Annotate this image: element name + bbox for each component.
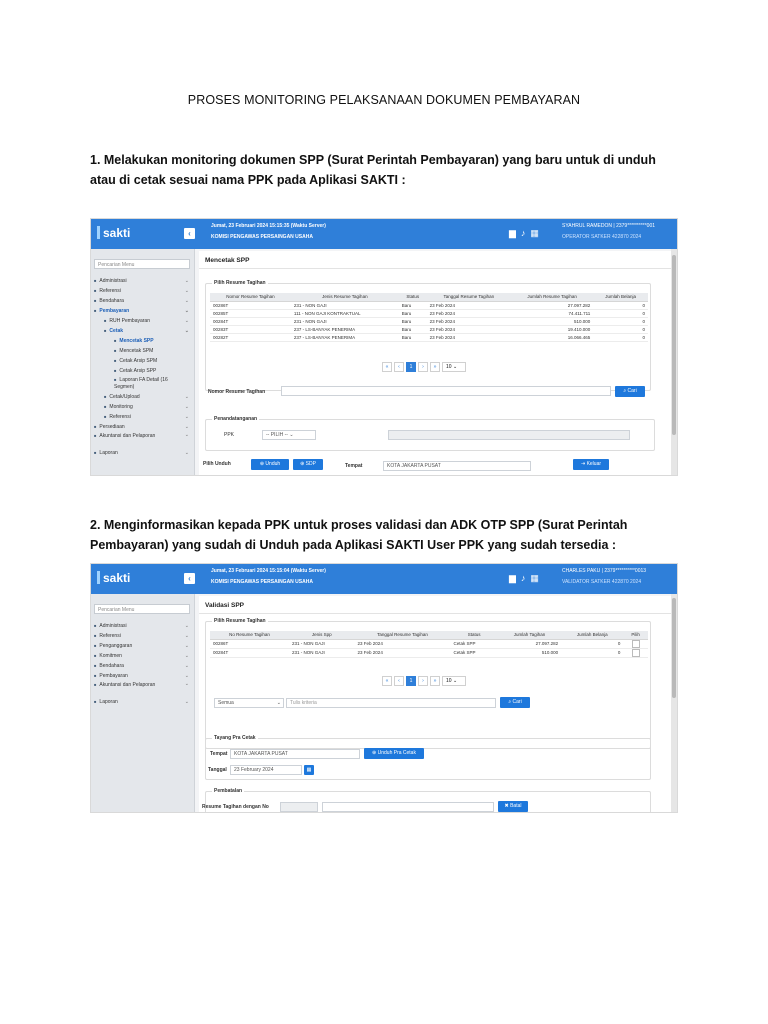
pagination (382, 676, 466, 686)
table-cell: 23 Feb 2024 (427, 333, 511, 341)
filter-select[interactable]: Semua ⌄ (214, 698, 284, 708)
batal-number-input[interactable] (322, 802, 494, 812)
table-cell: 231 - NON GAJI (289, 639, 355, 648)
table-cell: 0 (593, 317, 648, 325)
table-cell: 0 (561, 648, 623, 657)
unduh-pra-cetak-button[interactable]: ⊕ Unduh Pra Cetak (364, 748, 424, 759)
chevron-down-icon: ⌄ (184, 394, 189, 400)
sidebar-item-cetak[interactable]: ■ Cetak ⌄ (94, 326, 192, 336)
sidebar-item-laporan[interactable]: ■ Laporan ⌄ (94, 697, 192, 707)
pdf-button[interactable]: ⊕ SDP (293, 459, 323, 470)
top-bar (91, 219, 677, 249)
table-cell: 23 Feb 2024 (427, 317, 511, 325)
resume-tagihan-panel (205, 280, 651, 395)
chevron-down-icon: ⌄ (184, 663, 189, 669)
chevron-down-icon: ⌄ (184, 681, 189, 687)
table-cell: 00286T (210, 639, 289, 648)
table-cell: 00283T (210, 325, 291, 333)
chevron-down-icon: ⌄ (184, 414, 189, 420)
table-cell: 0 (593, 301, 648, 309)
sidebar-item-laporan[interactable]: ■ Laporan ⌄ (94, 448, 192, 458)
search-button[interactable]: ⌕ Cari (615, 386, 645, 397)
column-header[interactable]: Jenis Spp (289, 631, 355, 639)
table-cell: Baru (399, 325, 427, 333)
sakti-logo: sakti (97, 571, 130, 585)
ppk-name-field (388, 430, 630, 440)
pagination (382, 362, 466, 372)
table-cell: 19.410.000 (511, 325, 593, 333)
server-time: Jumat, 23 Februari 2024 15:15:35 (Waktu Server) (211, 223, 326, 229)
first-page-button[interactable]: « (382, 676, 392, 686)
main-content (199, 596, 671, 812)
menu-search-input[interactable]: Pencarian Menu (94, 604, 190, 614)
tempat-field[interactable]: KOTA JAKARTA PUSAT (230, 749, 360, 759)
sidebar (91, 249, 195, 475)
batal-prefix-field (280, 802, 318, 812)
table-cell: 23 Feb 2024 (427, 325, 511, 333)
table-cell: Baru (399, 301, 427, 309)
last-page-button[interactable]: » (430, 676, 440, 686)
tanggal-field[interactable]: 23 February 2024 (230, 765, 302, 775)
sidebar-item-pembayaran[interactable]: ■ Pembayaran ⌄ (94, 671, 192, 681)
table-cell: 23 Feb 2024 (355, 639, 451, 648)
panel-title: Pilih Resume Tagihan (214, 280, 266, 286)
sidebar-item-mencetak-spm[interactable]: ■ Mencetak SPM (94, 346, 192, 356)
search-button[interactable]: ⌕ Cari (500, 697, 530, 708)
column-header[interactable]: Jumlah Belanja (561, 631, 623, 639)
table-cell: 23 Feb 2024 (355, 648, 451, 657)
penandatanganan-panel: Penandatanganan PPK -- PILIH -- ⌄ (205, 419, 655, 451)
sidebar-item-bendahara[interactable]: ■ Bendahara ⌄ (94, 296, 192, 306)
sidebar-item-cetak-arsip-spp[interactable]: ■ Cetak Arsip SPP (94, 366, 192, 376)
table-row[interactable] (210, 309, 648, 317)
server-time: Jumat, 23 Februari 2024 15:15:04 (Waktu Server) (211, 568, 326, 574)
pilih-unduh-label: Pilih Unduh (203, 461, 231, 467)
chevron-down-icon: ⌄ (184, 308, 189, 314)
table-row[interactable] (210, 301, 648, 309)
tempat-label: Tempat (210, 751, 228, 757)
sidebar-menu (94, 621, 192, 707)
chevron-down-icon: ⌄ (184, 653, 189, 659)
table-cell: 237 - LS-BANYAK PENERIMA (291, 333, 399, 341)
column-header[interactable]: No Resume Tagihan (210, 631, 289, 639)
table-cell: 231 - NON GAJI (291, 317, 399, 325)
sidebar-item-cetak-upload[interactable]: ■ Cetak/Upload ⌄ (94, 392, 192, 402)
prev-page-button[interactable]: ‹ (394, 676, 404, 686)
sidebar-item-bendahara[interactable]: ■ Bendahara ⌄ (94, 661, 192, 671)
table-cell: 0 (593, 309, 648, 317)
column-header[interactable]: Tanggal Resume Tagihan (355, 631, 451, 639)
chevron-down-icon: ⌄ (184, 633, 189, 639)
bell-icon[interactable]: ♪ (520, 573, 531, 583)
user-role: VALIDATOR SATKER 422870 2024 (562, 579, 642, 585)
sidebar-item-administrasi[interactable]: ■ Administrasi ⌄ (94, 276, 192, 286)
chevron-down-icon: ⌄ (184, 288, 189, 294)
column-header[interactable]: Status (450, 631, 497, 639)
sidebar-item-cetak-arsip-spm[interactable]: ■ Cetak Arsip SPM (94, 356, 192, 366)
table-cell: 00284T (210, 648, 289, 657)
chevron-down-icon: ⌄ (184, 318, 189, 324)
table-cell: 0 (593, 325, 648, 333)
pembatalan-panel: Pembatalan Resume Tagihan dengan No ✖ Batal (205, 791, 651, 813)
sidebar-item-referensi[interactable]: ■ Referensi ⌄ (94, 286, 192, 296)
table-row[interactable] (210, 325, 648, 333)
table-cell: 0 (561, 639, 623, 648)
table-cell: 16.066.465 (511, 333, 593, 341)
sidebar-item-monitoring[interactable]: ■ Monitoring ⌄ (94, 402, 192, 412)
column-header[interactable]: Jenis Resume Tagihan (291, 293, 399, 301)
table-cell: 111 - NON GAJI KONTRAKTUAL (291, 309, 399, 317)
table-row[interactable] (210, 333, 648, 341)
chevron-down-icon: ⌄ (276, 700, 281, 706)
bell-icon[interactable]: ♪ (520, 228, 531, 238)
table-cell: 231 - NON GAJI (289, 648, 355, 657)
next-page-button[interactable]: › (418, 676, 428, 686)
validasi-table (210, 631, 648, 658)
chevron-down-icon: ⌄ (184, 404, 189, 410)
organization-name: KOMISI PENGAWAS PERSAINGAN USAHA (211, 579, 313, 585)
prev-page-button[interactable]: ‹ (394, 362, 404, 372)
table-cell: 23 Feb 2024 (427, 309, 511, 317)
next-page-button[interactable]: › (418, 362, 428, 372)
book-icon[interactable]: ▆ (509, 573, 521, 583)
first-page-button[interactable]: « (382, 362, 392, 372)
resume-tagihan-panel (205, 618, 651, 749)
table-cell: Baru (399, 333, 427, 341)
column-header[interactable]: Status (399, 293, 427, 301)
sidebar-item-ruh-pembayaran[interactable]: ■ RUH Pembayaran ⌄ (94, 316, 192, 326)
scrollbar[interactable] (671, 249, 677, 475)
batal-button[interactable]: ✖ Batal (498, 801, 528, 812)
chevron-down-icon: ⌄ (184, 643, 189, 649)
page-title: Validasi SPP (205, 602, 245, 609)
table-cell: 231 - NON GAJI (291, 301, 399, 309)
row-checkbox[interactable] (632, 640, 640, 648)
sidebar-item-penganggaran[interactable]: ■ Penganggaran ⌄ (94, 641, 192, 651)
chevron-down-icon: ⌄ (184, 450, 189, 456)
scrollbar[interactable] (671, 594, 677, 812)
top-bar (91, 564, 677, 594)
user-role: OPERATOR SATKER 422870 2024 (562, 234, 642, 240)
sidebar-item-komitmen[interactable]: ■ Komitmen ⌄ (94, 651, 192, 661)
sidebar-item-pembayaran[interactable]: ■ Pembayaran ⌄ (94, 306, 192, 316)
table-cell: 00286T (210, 301, 291, 309)
tayang-pra-cetak-panel: Tayang Pra Cetak Tempat KOTA JAKARTA PUSAT ⊕ Unduh Pra Cetak Tanggal 23 February 2024 ▦ (205, 738, 651, 780)
document-title: PROSES MONITORING PELAKSANAAN DOKUMEN PEMBAYARAN (187, 93, 581, 107)
page-size-select[interactable]: 10 ⌄ (442, 676, 466, 686)
user-name[interactable]: CHARLES PAKU | 2379**********0013 (562, 568, 647, 574)
ppk-select[interactable]: -- PILIH -- ⌄ (262, 430, 316, 440)
tempat-label: Tempat (345, 463, 363, 469)
chevron-down-icon: ⌄ (184, 424, 189, 430)
chevron-down-icon: ⌄ (184, 699, 189, 705)
table-cell: 00285T (210, 309, 291, 317)
table-cell: 510.000 (498, 648, 561, 657)
column-header[interactable]: Tanggal Resume Tagihan (427, 293, 511, 301)
page-size-select[interactable]: 10 ⌄ (442, 362, 466, 372)
panel-title: Pilih Resume Tagihan (214, 618, 266, 624)
chevron-down-icon: ⌄ (184, 673, 189, 679)
keluar-button[interactable]: ⇥ Keluar (573, 459, 609, 470)
sidebar-item-akuntansi-dan-pelaporan[interactable]: ■ Akuntansi dan Pelaporan ⌄ (94, 432, 192, 448)
grid-icon[interactable]: ▦ (530, 573, 544, 583)
chevron-down-icon: ⌄ (184, 328, 189, 334)
column-header[interactable]: Pilih (623, 631, 648, 639)
sidebar-item-persediaan[interactable]: ■ Persediaan ⌄ (94, 422, 192, 432)
column-header[interactable]: Jumlah Belanja (593, 293, 648, 301)
sidebar-item-laporan-fa-detail-16-segmen-[interactable]: ■ Laporan FA Detail (16 Segmen) (94, 376, 192, 392)
sidebar (91, 594, 195, 812)
menu-search-input[interactable]: Pencarian Menu (94, 259, 190, 269)
book-icon[interactable]: ▆ (509, 228, 521, 238)
table-cell: 00284T (210, 317, 291, 325)
current-page-button[interactable]: 1 (406, 676, 416, 686)
column-header[interactable]: Nomor Resume Tagihan (210, 293, 291, 301)
step-2-text: 2. Menginformasikan kepada PPK untuk proses validasi dan ADK OTP SPP (Surat Perintah Pembayaran) yang sudah di Unduh pada Aplikasi SAKTI User PPK yang sudah tersedia : (90, 518, 628, 552)
unduh-button[interactable]: ⊕ Unduh (251, 459, 289, 470)
table-cell: 00282T (210, 333, 291, 341)
table-cell: Baru (399, 309, 427, 317)
user-name[interactable]: SYAHRUL RAMEDON | 2379**********001 (562, 223, 656, 229)
chevron-down-icon: ⌄ (184, 432, 189, 438)
table-row[interactable] (210, 639, 648, 648)
table-cell: Cetak SPP (450, 639, 497, 648)
sidebar-item-referensi[interactable]: ■ Referensi ⌄ (94, 631, 192, 641)
row-checkbox[interactable] (632, 649, 640, 657)
chevron-down-icon: ⌄ (184, 623, 189, 629)
organization-name: KOMISI PENGAWAS PERSAINGAN USAHA (211, 234, 313, 240)
step-1-text: 1. Melakukan monitoring dokumen SPP (Surat Perintah Pembayaran) yang baru untuk di unduh atau di cetak sesuai nama PPK pada Aplikasi SAKTI : (90, 153, 656, 187)
search-label: Nomor Resume Tagihan (208, 389, 266, 395)
sidebar-item-administrasi[interactable]: ■ Administrasi ⌄ (94, 621, 192, 631)
calendar-icon[interactable]: ▦ (304, 765, 314, 775)
current-page-button[interactable]: 1 (406, 362, 416, 372)
table-cell: 237 - LS-BANYAK PENERIMA (291, 325, 399, 333)
sidebar-item-mencetak-spp[interactable]: ■ Mencetak SPP (94, 336, 192, 346)
grid-icon[interactable]: ▦ (530, 228, 544, 238)
criteria-input[interactable]: Tulis kriteria (286, 698, 496, 708)
sidebar-item-akuntansi-dan-pelaporan[interactable]: ■ Akuntansi dan Pelaporan ⌄ (94, 681, 192, 697)
table-row[interactable] (210, 648, 648, 657)
sakti-screenshot-validasi-spp (90, 563, 678, 813)
tempat-field[interactable]: KOTA JAKARTA PUSAT (383, 461, 531, 471)
table-cell: 23 Feb 2024 (427, 301, 511, 309)
sakti-logo: sakti (97, 226, 130, 240)
chevron-left-icon[interactable]: ‹ (184, 573, 195, 584)
ppk-label: PPK (224, 432, 235, 438)
column-header[interactable]: Jumlah Resume Tagihan (511, 293, 593, 301)
main-content (199, 251, 671, 475)
sakti-screenshot-mencetak-spp (90, 218, 678, 476)
table-cell: 510.000 (511, 317, 593, 325)
last-page-button[interactable]: » (430, 362, 440, 372)
sidebar-item-referensi[interactable]: ■ Referensi ⌄ (94, 412, 192, 422)
tanggal-label: Tanggal (208, 767, 227, 773)
resume-tagihan-table (210, 293, 648, 342)
table-row[interactable] (210, 317, 648, 325)
chevron-left-icon[interactable]: ‹ (184, 228, 195, 239)
table-cell: Baru (399, 317, 427, 325)
page-title: Mencetak SPP (205, 257, 250, 264)
table-cell: Cetak SPP (450, 648, 497, 657)
table-cell: 27.097.282 (498, 639, 561, 648)
sidebar-menu (94, 276, 192, 458)
column-header[interactable]: Jumlah Tagihan (498, 631, 561, 639)
table-cell: 74.411.711 (511, 309, 593, 317)
chevron-down-icon: ⌄ (184, 278, 189, 284)
batal-label: Resume Tagihan dengan No (202, 804, 269, 810)
chevron-down-icon: ⌄ (184, 298, 189, 304)
resume-tagihan-search-input[interactable] (281, 386, 611, 396)
table-cell: 27.097.282 (511, 301, 593, 309)
table-cell: 0 (593, 333, 648, 341)
